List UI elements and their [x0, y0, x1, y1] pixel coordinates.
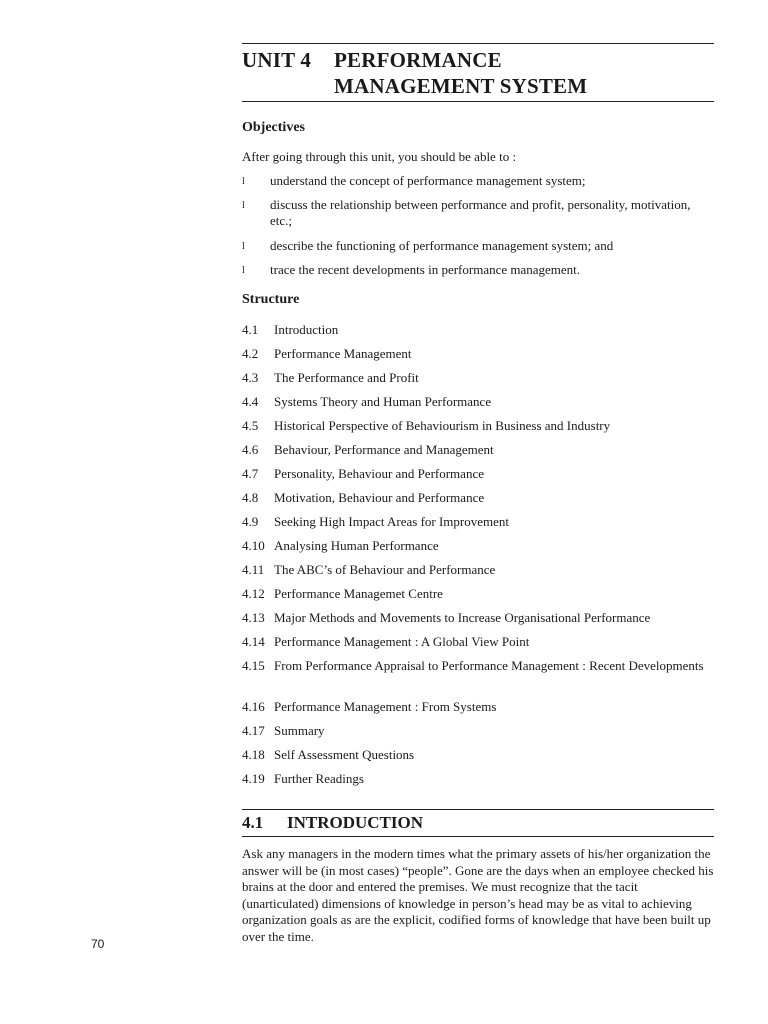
toc-number: 4.18 — [242, 747, 265, 762]
toc-number: 4.5 — [242, 418, 259, 433]
toc-number: 4.12 — [242, 586, 265, 601]
toc-number: 4.7 — [242, 466, 259, 481]
toc-number: 4.19 — [242, 771, 265, 786]
toc-text: Performance Managemet Centre — [274, 586, 443, 601]
objective-text: understand the concept of performance management system; — [270, 173, 586, 188]
section-bottom-rule — [242, 836, 714, 837]
toc-number: 4.9 — [242, 514, 259, 529]
toc-text: The Performance and Profit — [274, 370, 419, 385]
toc-number: 4.6 — [242, 442, 259, 457]
toc-number: 4.15 — [242, 658, 265, 673]
introduction-paragraph: Ask any managers in the modern times what the primary assets of his/her organization the answer will be (in most cases) “people”. Gone are the days when an employee checked his brains at the door and entered the premises. We must recognize that the tacit (unarticulated) dimensions of knowledge in person’s head may be as vital to achieving organization goals as are the explicit, codified forms of knowledge that have been built up over the time. — [242, 846, 714, 944]
toc-number: 4.13 — [242, 610, 265, 625]
toc-text: Introduction — [274, 322, 339, 337]
bullet-mark: l — [242, 176, 245, 187]
section-top-rule — [242, 809, 714, 810]
objective-text: trace the recent developments in performance management. — [270, 262, 581, 277]
section-title: INTRODUCTION — [287, 813, 424, 832]
title-top-rule — [242, 43, 714, 44]
toc-number: 4.14 — [242, 634, 265, 649]
objective-text: discuss the relationship between performance and profit, personality, motivation, etc.; — [270, 197, 691, 228]
toc-number: 4.4 — [242, 394, 259, 409]
bullet-mark: l — [242, 265, 245, 276]
section-heading — [242, 813, 423, 833]
bullet-mark: l — [242, 241, 245, 252]
objectives-intro: After going through this unit, you should be able to : — [242, 149, 517, 164]
toc-text: Summary — [274, 723, 325, 738]
toc-number: 4.8 — [242, 490, 259, 505]
toc-text: Performance Management : A Global View Point — [274, 634, 530, 649]
unit-title-line1: PERFORMANCE — [334, 48, 502, 72]
toc-number: 4.2 — [242, 346, 259, 361]
section-number: 4.1 — [242, 813, 264, 832]
toc-text: Motivation, Behaviour and Performance — [274, 490, 485, 505]
toc-text: Performance Management : From Systems — [274, 699, 497, 714]
toc-text: Systems Theory and Human Performance — [274, 394, 492, 409]
toc-text: Major Methods and Movements to Increase Organisational Performance — [274, 610, 651, 625]
toc-number: 4.10 — [242, 538, 265, 553]
bullet-mark: l — [242, 200, 245, 211]
title-bottom-rule — [242, 101, 714, 102]
toc-number: 4.3 — [242, 370, 259, 385]
unit-title — [242, 47, 587, 99]
toc-text: From Performance Appraisal to Performance Management : Recent Developments — [274, 658, 704, 673]
toc-text: Performance Management — [274, 346, 412, 361]
toc-text: Historical Perspective of Behaviourism in Business and Industry — [274, 418, 611, 433]
toc-number: 4.17 — [242, 723, 265, 738]
toc-text: Further Readings — [274, 771, 364, 786]
objective-text: describe the functioning of performance management system; and — [270, 238, 614, 253]
toc-text: Self Assessment Questions — [274, 747, 415, 762]
toc-number: 4.16 — [242, 699, 265, 714]
toc-text: Personality, Behaviour and Performance — [274, 466, 484, 481]
unit-label: UNIT 4 — [242, 48, 312, 72]
toc-text: Behaviour, Performance and Management — [274, 442, 494, 457]
toc-text: The ABC’s of Behaviour and Performance — [274, 562, 496, 577]
toc-number: 4.1 — [242, 322, 259, 337]
objectives-heading: Objectives — [242, 120, 305, 135]
toc-text: Analysing Human Performance — [274, 538, 439, 553]
page-number: 70 — [91, 937, 105, 951]
unit-title-line2: MANAGEMENT SYSTEM — [334, 74, 588, 98]
toc-number: 4.11 — [242, 562, 265, 577]
structure-heading: Structure — [242, 292, 300, 307]
toc-text: Seeking High Impact Areas for Improvement — [274, 514, 510, 529]
